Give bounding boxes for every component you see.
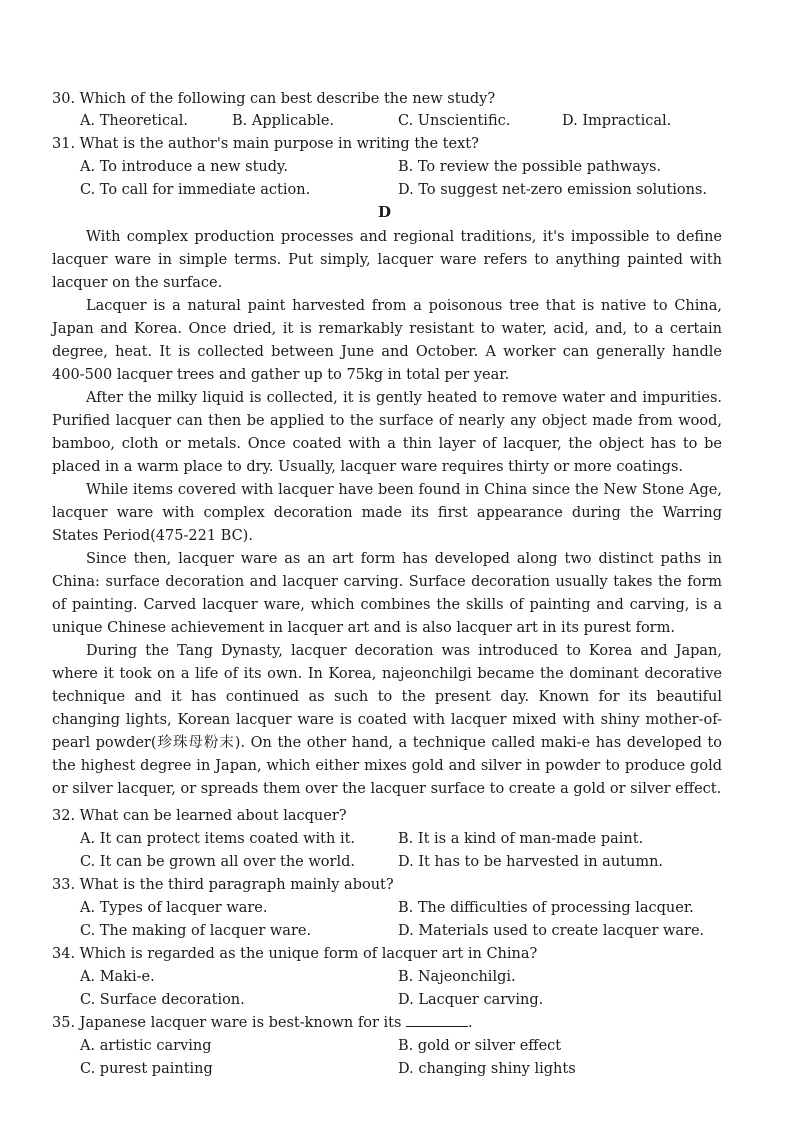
- question-33-stem: 33. What is the third paragraph mainly about?: [52, 877, 394, 893]
- option-b[interactable]: B. Applicable.: [232, 113, 335, 129]
- option-b[interactable]: B. It is a kind of man-made paint.: [398, 831, 644, 847]
- question-32-options-row2: [80, 851, 720, 873]
- question-30-options: [80, 110, 720, 132]
- question-35-stem-text: 35. Japanese lacquer ware is best-known for its: [52, 1015, 402, 1031]
- option-a[interactable]: A. Theoretical.: [80, 113, 188, 129]
- question-35-stem-end: .: [468, 1015, 473, 1031]
- passage-paragraph-1: With complex production processes and regional traditions, it's impossible to define lacquer ware in simple terms. Put simply, lacquer ware refers to anything painted with lacquer on the surface.: [52, 229, 722, 291]
- option-d[interactable]: D. Lacquer carving.: [398, 992, 544, 1008]
- section-label: D: [378, 203, 392, 221]
- question-35-options-row2: [80, 1058, 720, 1080]
- question-34-options-row2: [80, 989, 720, 1011]
- passage-paragraph-5: Since then, lacquer ware as an art form has developed along two distinct paths in China: surface decoration and lacquer carving. Surface decoration usually takes the form of painting. Carved lacquer ware, which combines the skills of painting and carving, is a unique Chinese achievement in lacquer art and is also lacquer art in its purest form.: [52, 551, 722, 636]
- option-b[interactable]: B. gold or silver effect: [398, 1038, 562, 1054]
- passage-paragraph-6: During the Tang Dynasty, lacquer decoration was introduced to Korea and Japan, where it took on a life of its own. In Korea, najeonchilgi became the dominant decorative technique and it has continued as such to the present day. Known for its beautiful changing lights, Korean lacquer ware is coated with lacquer mixed with shiny mother-of-pearl powder(珍珠母粉末). On the other hand, a technique called maki-e has developed to the highest degree in Japan, which either mixes gold and silver in powder to produce gold or silver lacquer, or spreads them over the lacquer surface to create a gold or silver effect.: [52, 643, 722, 797]
- question-32-options-row1: [80, 828, 720, 850]
- question-32-stem: 32. What can be learned about lacquer?: [52, 808, 347, 824]
- question-31-options-row2: [80, 179, 720, 201]
- option-a[interactable]: A. To introduce a new study.: [80, 159, 288, 175]
- option-c[interactable]: C. Unscientific.: [398, 113, 511, 129]
- option-a[interactable]: A. artistic carving: [80, 1038, 212, 1054]
- question-33-options-row2: [80, 920, 720, 942]
- passage-paragraph-4: While items covered with lacquer have been found in China since the New Stone Age, lacquer ware with complex decoration made its first appearance during the Warring States Period(475-221 BC).: [52, 482, 722, 544]
- passage-paragraph-3: After the milky liquid is collected, it is gently heated to remove water and impurities. Purified lacquer can then be applied to the surface of nearly any object made from wood, bamboo, cloth or metals. Once coated with a thin layer of lacquer, the object has to be placed in a warm place to dry. Usually, lacquer ware requires thirty or more coatings.: [52, 390, 722, 475]
- option-a[interactable]: A. It can protect items coated with it.: [80, 831, 356, 847]
- option-d[interactable]: D. Impractical.: [562, 113, 672, 129]
- option-a[interactable]: A. Types of lacquer ware.: [80, 900, 268, 916]
- question-30-stem: 30. Which of the following can best describe the new study?: [52, 91, 496, 107]
- option-c[interactable]: C. To call for immediate action.: [80, 182, 311, 198]
- option-b[interactable]: B. The difficulties of processing lacquer.: [398, 900, 694, 916]
- passage-paragraph-2: Lacquer is a natural paint harvested from a poisonous tree that is native to China, Japan and Korea. Once dried, it is remarkably resistant to water, acid, and, to a certain degree, heat. It is collected between June and October. A worker can generally handle 400-500 lacquer trees and gather up to 75kg in total per year.: [52, 298, 722, 383]
- option-b[interactable]: B. Najeonchilgi.: [398, 969, 516, 985]
- question-34-options-row1: [80, 966, 720, 988]
- question-31-options-row1: [80, 156, 720, 178]
- answer-blank[interactable]: [406, 1012, 468, 1027]
- option-d[interactable]: D. changing shiny lights: [398, 1061, 576, 1077]
- question-31-stem: 31. What is the author's main purpose in writing the text?: [52, 136, 479, 152]
- option-d[interactable]: D. It has to be harvested in autumn.: [398, 854, 664, 870]
- option-c[interactable]: C. It can be grown all over the world.: [80, 854, 355, 870]
- question-35-options-row1: [80, 1035, 720, 1057]
- option-d[interactable]: D. Materials used to create lacquer ware.: [398, 923, 705, 939]
- option-c[interactable]: C. purest painting: [80, 1061, 213, 1077]
- option-c[interactable]: C. Surface decoration.: [80, 992, 245, 1008]
- option-d[interactable]: D. To suggest net-zero emission solutions.: [398, 182, 708, 198]
- option-b[interactable]: B. To review the possible pathways.: [398, 159, 662, 175]
- question-33-options-row1: [80, 897, 720, 919]
- option-a[interactable]: A. Maki-e.: [80, 969, 155, 985]
- question-35-stem: [52, 1012, 752, 1034]
- option-c[interactable]: C. The making of lacquer ware.: [80, 923, 312, 939]
- question-34-stem: 34. Which is regarded as the unique form of lacquer art in China?: [52, 946, 538, 962]
